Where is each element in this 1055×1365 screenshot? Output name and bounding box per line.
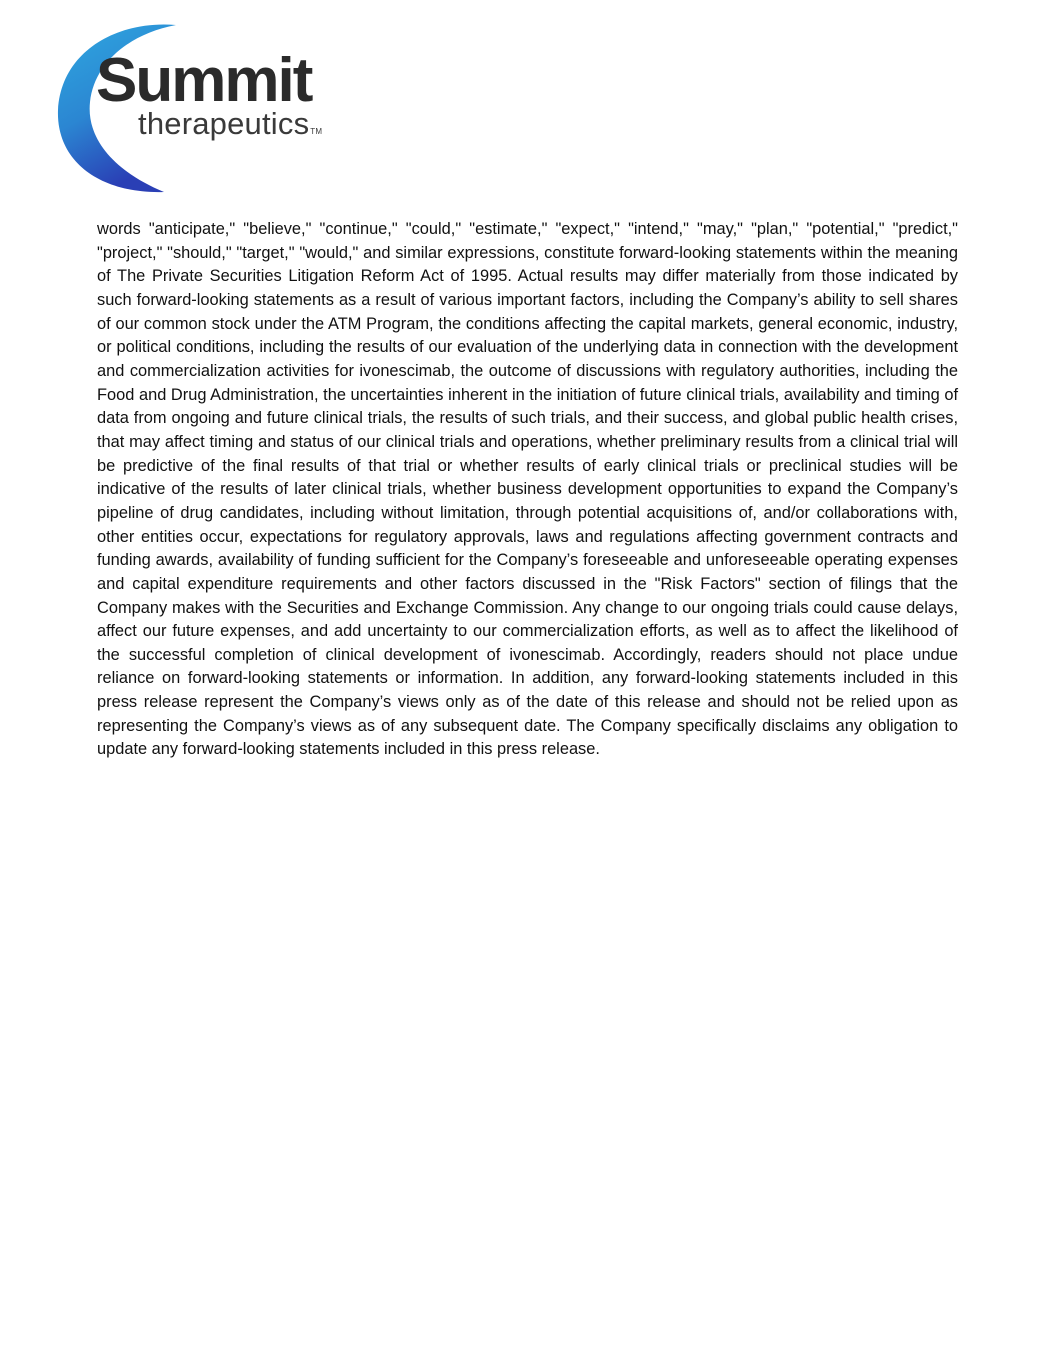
logo-wordmark: Summit (96, 46, 312, 115)
logo-trademark: TM (310, 127, 323, 136)
company-logo (56, 22, 346, 197)
logo-tagline-text: therapeutics (138, 106, 310, 141)
logo-tagline (138, 108, 322, 139)
forward-looking-statements-paragraph: words "anticipate," "believe," "continue," "could," "estimate," "expect," "intend," "may," "plan," "potential," "predict," "project," "should," "target," "would," and similar expressions, constitute forward-looking statements within the meaning of The Private Securities Litigation Reform Act of 1995. Actual results may differ materially from those indicated by such forward-looking statements as a result of various important factors, including the Company’s ability to sell shares of our common stock under the ATM Program, the conditions affecting the capital markets, general economic, industry, or political conditions, including the results of our evaluation of the underlying data in connection with the development and commercialization activities for ivonescimab, the outcome of discussions with regulatory authorities, including the Food and Drug Administration, the uncertainties inherent in the initiation of future clinical trials, availability and timing of data from ongoing and future clinical trials, the results of such trials, and their success, and global public health crises, that may affect timing and status of our clinical trials and operations, whether preliminary results from a clinical trial will be predictive of the final results of that trial or whether results of early clinical trials or preclinical studies will be indicative of the results of later clinical trials, whether business development opportunities to expand the Company’s pipeline of drug candidates, including without limitation, through potential acquisitions of, and/or collaborations with, other entities occur, expectations for regulatory approvals, laws and regulations affecting government contracts and funding awards, availability of funding sufficient for the Company’s foreseeable and unforeseeable operating expenses and capital expenditure requirements and other factors discussed in the "Risk Factors" section of filings that the Company makes with the Securities and Exchange Commission. Any change to our ongoing trials could cause delays, affect our future expenses, and add uncertainty to our commercialization efforts, as well as to affect the likelihood of the successful completion of clinical development of ivonescimab. Accordingly, readers should not place undue reliance on forward-looking statements or information. In addition, any forward-looking statements included in this press release represent the Company’s views only as of the date of this release and should not be relied upon as representing the Company’s views as of any subsequent date. The Company specifically disclaims any obligation to update any forward-looking statements included in this press release. (97, 220, 958, 759)
